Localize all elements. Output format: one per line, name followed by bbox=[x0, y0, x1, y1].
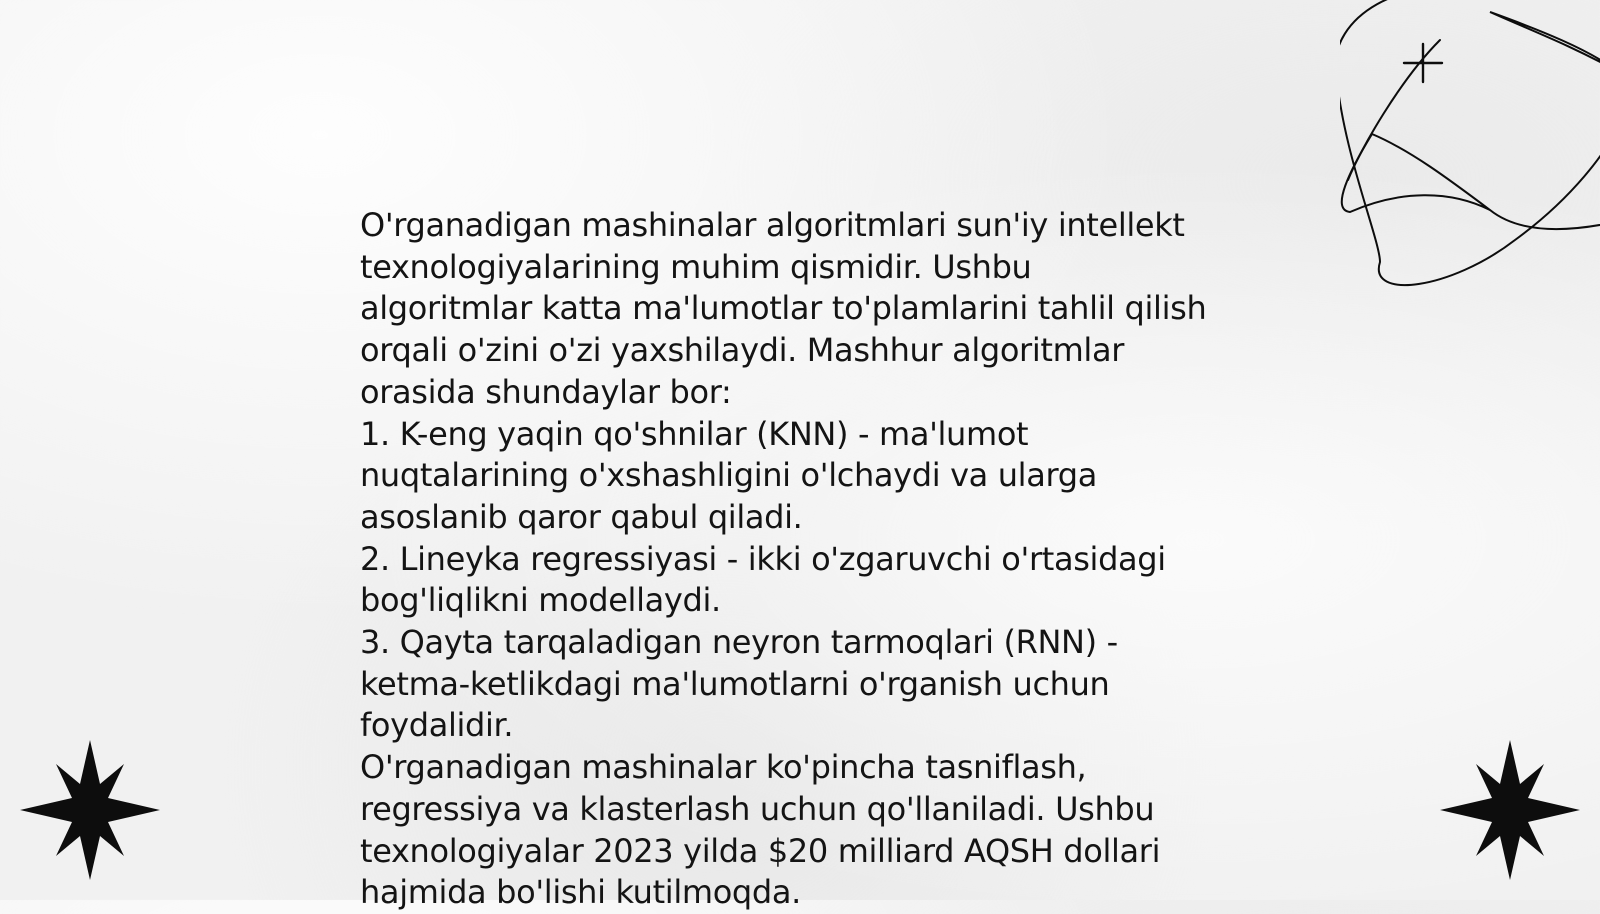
four-point-star-icon bbox=[20, 740, 160, 880]
four-point-star-icon bbox=[1440, 740, 1580, 880]
slide-body-text: O'rganadigan mashinalar algoritmlari sun'iy intellekt texnologiyalarining muhim qismidir. Ushbu algoritmlar katta ma'lumotlar to'plamlarini tahlil qilish orqali o'zini o'zi yaxshilaydi. Mashhur algoritmlar orasida shundaylar bor: 1. K-eng yaqin qo'shnilar (KNN) - ma'lumot nuqtalarining o'xshashligini o'lchaydi va ularga asoslanib qaror qabul qiladi. 2. Lineyka regressiyasi - ikki o'zgaruvchi o'rtasidagi bog'liqlikni modellaydi. 3. Qayta tarqaladigan neyron tarmoqlari (RNN) - ketma-ketlikdagi ma'lumotlarni o'rganish uchun foydalidir. O'rganadigan mashinalar ko'pincha tasniflash, regressiya va klasterlash uchun qo'llaniladi. Ushbu texnologiyalar 2023 yilda $20 milliard AQSH dollari hajmida bo'lishi kutilmoqda. bbox=[360, 206, 1207, 912]
orbit-lines-sparkle-icon bbox=[1340, 0, 1600, 300]
